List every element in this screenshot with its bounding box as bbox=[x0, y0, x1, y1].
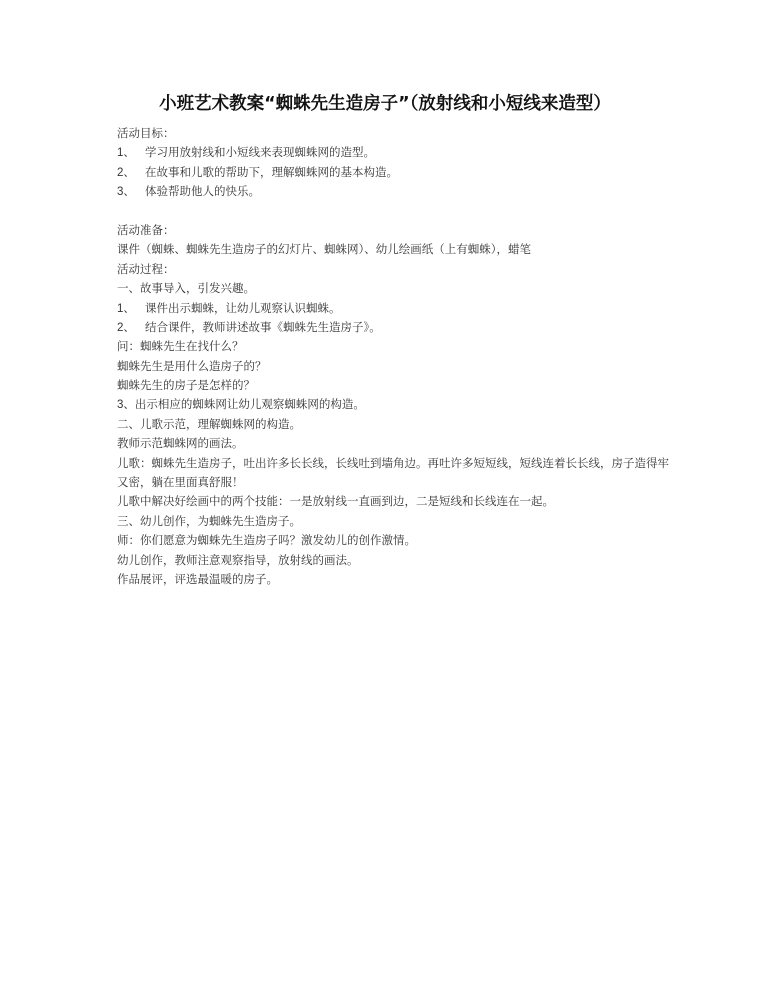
step1-item bbox=[117, 395, 677, 414]
goals-heading: 活动目标： bbox=[117, 126, 175, 140]
step2-heading: 二、儿歌示范，理解蜘蛛网的构造。 bbox=[117, 416, 301, 431]
step1-item bbox=[117, 318, 677, 337]
step1-item-text: 出示相应的蜘蛛网让幼儿观察蜘蛛网的构造。 bbox=[134, 397, 365, 412]
question-line: 问：蜘蛛先生在找什么？ bbox=[117, 339, 244, 354]
step1-item-text: 结合课件，教师讲述故事《蜘蛛先生造房子》。 bbox=[145, 319, 381, 334]
process-heading: 活动过程： bbox=[117, 261, 175, 276]
goal-item bbox=[117, 163, 677, 182]
nursery-rhyme-text: 儿歌：蜘蛛先生造房子，吐出许多长长线，长线吐到墙角边。再吐许多短短线，短线连着长长线，房子造得牢又密，躺在里面真舒服！ bbox=[117, 455, 669, 490]
goal-item bbox=[117, 143, 677, 162]
goal-number: 3、 bbox=[117, 186, 135, 199]
step1-item bbox=[117, 299, 677, 318]
paragraph-spacer bbox=[117, 202, 677, 221]
step3-line: 幼儿创作，教师注意观察指导，放射线的画法。 bbox=[117, 552, 359, 567]
goal-number: 2、 bbox=[117, 166, 135, 179]
step1-item-number: 3、 bbox=[117, 399, 135, 412]
goal-text: 体验帮助他人的快乐。 bbox=[145, 184, 260, 199]
prep-text: 课件（蜘蛛、蜘蛛先生造房子的幻灯片、蜘蛛网）、幼儿绘画纸（上有蜘蛛），蜡笔 bbox=[117, 242, 531, 257]
document-body bbox=[117, 124, 677, 589]
step2-line: 教师示范蜘蛛网的画法。 bbox=[117, 436, 244, 451]
step1-item-number: 2、 bbox=[117, 321, 135, 334]
prep-heading: 活动准备： bbox=[117, 222, 175, 237]
goal-number: 1、 bbox=[117, 147, 135, 160]
question-line: 蜘蛛先生的房子是怎样的？ bbox=[117, 378, 255, 393]
step1-item-text: 课件出示蜘蛛，让幼儿观察认识蜘蛛。 bbox=[145, 300, 341, 315]
goal-item bbox=[117, 182, 677, 201]
step2-line: 儿歌中解决好绘画中的两个技能：一是放射线一直画到边，二是短线和长线连在一起。 bbox=[117, 494, 554, 509]
step3-line: 作品展评，评选最温暖的房子。 bbox=[117, 572, 278, 587]
goal-text: 在故事和儿歌的帮助下，理解蜘蛛网的基本构造。 bbox=[145, 164, 398, 179]
goal-text: 学习用放射线和小短线来表现蜘蛛网的造型。 bbox=[145, 145, 375, 160]
question-line: 蜘蛛先生是用什么造房子的？ bbox=[117, 358, 267, 373]
document-title: 小班艺术教案“蜘蛛先生造房子”（放射线和小短线来造型） bbox=[159, 94, 611, 114]
step3-heading: 三、幼儿创作，为蜘蛛先生造房子。 bbox=[117, 513, 301, 528]
step1-heading: 一、故事导入，引发兴趣。 bbox=[117, 281, 255, 296]
step1-item-number: 1、 bbox=[117, 302, 135, 315]
step3-line: 师：你们愿意为蜘蛛先生造房子吗？激发幼儿的创作激情。 bbox=[117, 533, 416, 548]
